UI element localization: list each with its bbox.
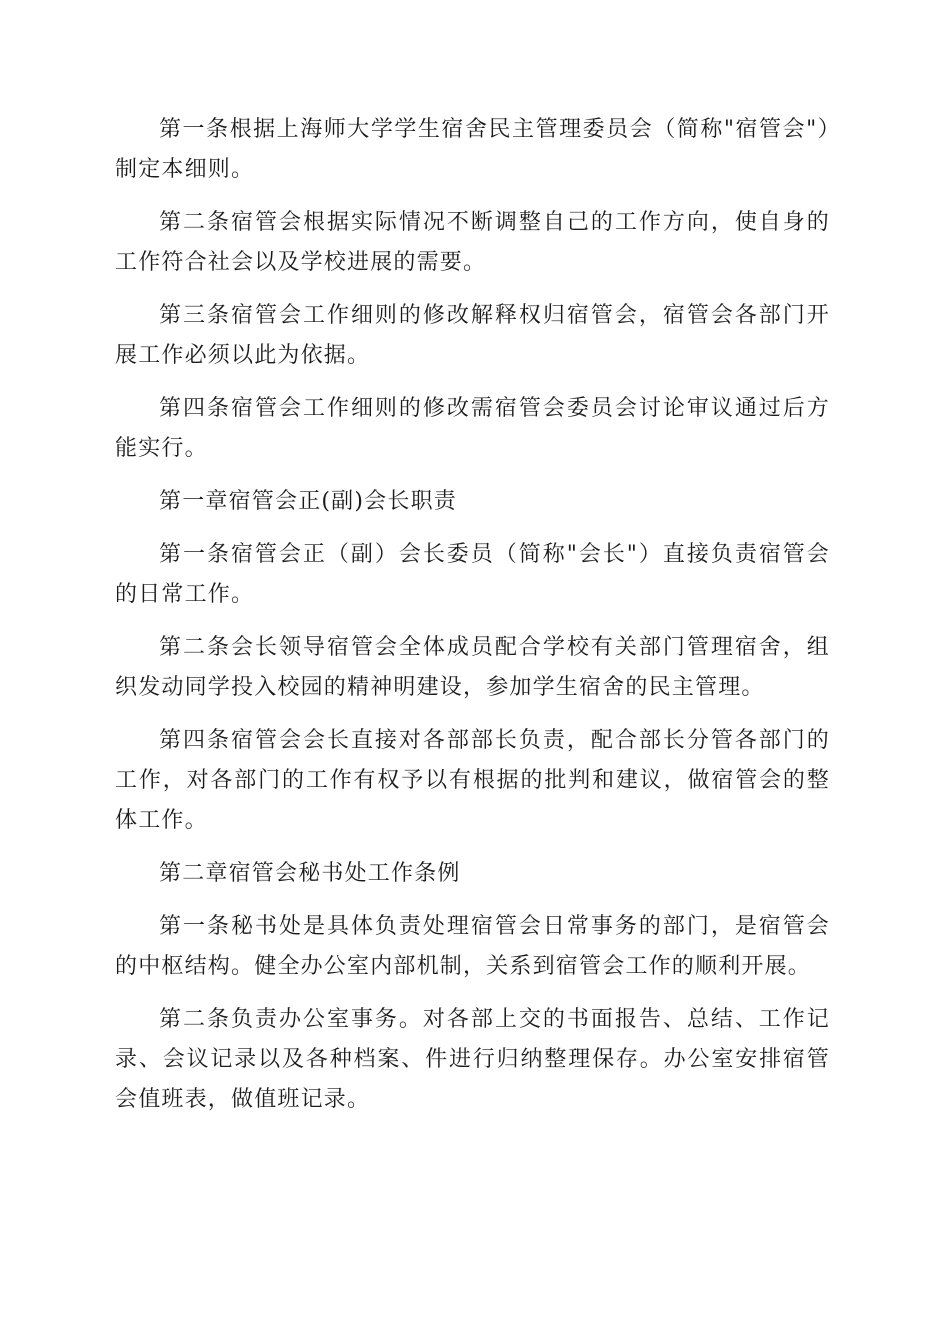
- paragraph-article-1: 第一条根据上海师大学学生宿舍民主管理委员会（简称"宿管会"）制定本细则。: [115, 117, 830, 182]
- paragraph-article-4: 第四条宿管会工作细则的修改需宿管会委员会讨论审议通过后方能实行。: [115, 396, 830, 461]
- paragraph-article-3: 第三条宿管会工作细则的修改解释权归宿管会，宿管会各部门开展工作必须以此为依据。: [115, 303, 830, 368]
- paragraph-chapter-2-article-1: 第一条秘书处是具体负责处理宿管会日常事务的部门，是宿管会的中枢结构。健全办公室内部机制，关系到宿管会工作的顺利开展。: [115, 914, 830, 979]
- paragraph-chapter-1-article-2: 第二条会长领导宿管会全体成员配合学校有关部门管理宿舍，组织发动同学投入校园的精神明建设，参加学生宿舍的民主管理。: [115, 635, 830, 700]
- paragraph-chapter-1-article-1: 第一条宿管会正（副）会长委员（简称"会长"）直接负责宿管会的日常工作。: [115, 542, 830, 607]
- chapter-2-heading: 第二章宿管会秘书处工作条例: [159, 861, 461, 886]
- chapter-1-heading: 第一章宿管会正(副)会长职责: [159, 489, 457, 514]
- paragraph-article-2: 第二条宿管会根据实际情况不断调整自己的工作方向，使自身的工作符合社会以及学校进展的需要。: [115, 210, 830, 275]
- paragraph-chapter-2-article-2: 第二条负责办公室事务。对各部上交的书面报告、总结、工作记录、会议记录以及各种档案、件进行归纳整理保存。办公室安排宿管会值班表，做值班记录。: [115, 1007, 830, 1112]
- paragraph-chapter-1-article-4: 第四条宿管会会长直接对各部部长负责，配合部长分管各部门的工作，对各部门的工作有权予以有根据的批判和建议，做宿管会的整体工作。: [115, 728, 830, 833]
